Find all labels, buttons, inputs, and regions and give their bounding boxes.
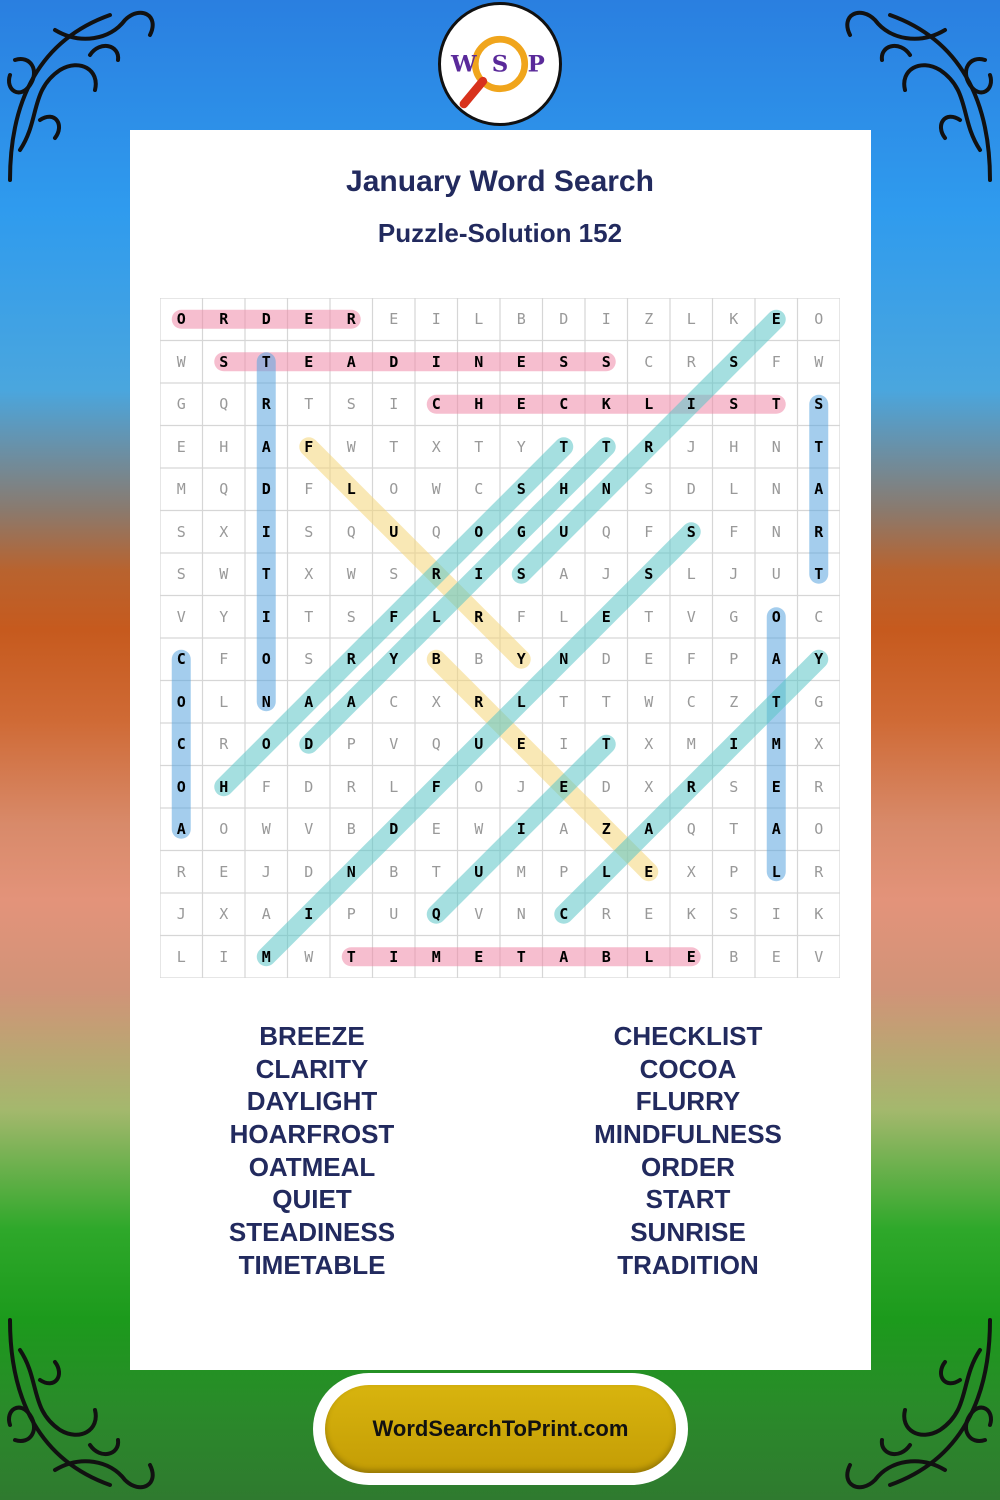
grid-cell: K [686,905,696,923]
grid-cell: V [389,735,399,753]
grid-cell: H [219,437,229,456]
grid-cell: E [431,820,441,838]
grid-cell: Y [516,437,526,456]
grid-cell: T [771,692,781,711]
grid-cell: X [644,735,654,753]
grid-cell: N [346,862,356,881]
word-list-item: ORDER [641,1151,735,1182]
grid-cell: Q [219,395,229,413]
grid-cell: B [601,947,611,966]
logo-letter-w: W [451,51,477,78]
grid-cell: C [474,480,484,498]
grid-cell: U [389,522,399,541]
grid-cell: B [474,650,484,668]
grid-cell: B [389,862,399,881]
grid-cell: C [644,352,654,371]
grid-cell: L [644,395,654,413]
grid-cell: D [559,310,569,328]
grid-cell: N [474,352,484,371]
grid-cell: R [474,692,484,711]
grid-cell: Q [431,735,441,753]
grid-cell: A [559,820,569,838]
grid-cell: H [559,480,569,498]
grid-cell: V [176,607,186,626]
grid-cell: T [304,607,314,626]
grid-cell: S [559,352,569,371]
grid-cell: E [771,310,781,328]
grid-cell: D [304,735,314,753]
grid-cell: X [431,437,441,456]
word-list-item: FLURRY [635,1086,741,1117]
grid-cell: L [346,480,356,498]
grid-cell: F [431,777,441,796]
grid-cell: F [686,650,696,668]
grid-cell: T [729,820,739,838]
grid-cell: V [474,905,484,923]
grid-cell: S [814,395,824,413]
grid-cell: M [431,947,441,966]
grid-cell: W [261,820,271,838]
grid-cell: A [771,650,781,668]
grid-cell: C [686,692,696,711]
grid-cell: F [729,522,739,541]
grid-cell: Y [389,650,399,668]
grid-cell: D [601,777,611,796]
grid-cell: O [176,310,186,328]
grid-cell: I [219,947,229,966]
grid-cell: I [729,735,739,753]
grid-cell: S [644,480,654,498]
grid-cell: T [601,735,611,753]
grid-cell: S [389,565,399,583]
grid-cell: S [729,352,739,371]
grid-cell: O [261,735,271,753]
grid-cell: C [559,395,569,413]
grid-cell: M [261,947,271,966]
grid-cell: F [304,480,314,498]
grid-cell: A [771,820,781,838]
grid-cell: U [474,862,484,881]
grid-cell: D [304,777,314,796]
grid-cell: S [601,352,611,371]
grid-cell: C [389,692,399,711]
grid-cell: E [304,310,314,328]
grid-cell: D [261,480,271,498]
grid-cell: R [814,522,824,541]
grid-cell: N [771,522,781,541]
grid-cell: V [686,607,696,626]
grid-cell: W [219,565,229,583]
grid-cell: A [559,947,569,966]
grid-cell: A [559,565,569,583]
grid-cell: X [814,735,824,753]
grid-cell: K [601,395,611,413]
grid-cell: L [644,947,654,966]
wsp-logo [438,2,562,126]
grid-cell: P [729,650,739,668]
grid-cell: R [346,310,356,328]
grid-cell: L [389,777,399,796]
grid-cell: A [261,437,271,456]
grid-cell: L [729,480,739,498]
grid-cell: R [219,735,229,753]
grid-cell: I [261,607,271,626]
grid-cell: X [219,905,229,923]
website-link-label: WordSearchToPrint.com [325,1385,676,1473]
word-list-item: STEADINESS [228,1217,396,1248]
grid-cell: D [686,480,696,498]
grid-cell: S [219,352,229,371]
grid-cell: P [559,862,569,881]
grid-cell: R [219,310,229,328]
grid-cell: O [771,607,781,626]
grid-cell: S [346,607,356,626]
grid-cell: T [346,947,356,966]
grid-cell: A [176,820,186,838]
grid-cell: C [431,395,441,413]
grid-cell: T [389,437,399,456]
grid-cell: E [686,947,696,966]
grid-cell: T [559,692,569,711]
grid-cell: S [729,905,739,923]
grid-cell: E [474,947,484,966]
grid-cell: L [176,947,186,966]
grid-cell: O [176,777,186,796]
grid-cell: L [686,565,696,583]
grid-cell: I [516,820,526,838]
grid-cell: R [176,862,186,881]
grid-cell: Q [431,522,441,541]
word-list-item: DAYLIGHT [246,1086,378,1117]
grid-cell: E [516,735,526,753]
grid-cell: X [304,565,314,583]
grid-cell: X [644,777,654,796]
page-title: January Word Search [346,165,654,198]
grid-cell: U [389,905,399,923]
grid-cell: C [559,905,569,923]
grid-cell: N [261,692,271,711]
grid-cell: N [771,437,781,456]
grid-cell: F [516,607,526,626]
grid-cell: P [346,735,356,753]
grid-cell: E [559,777,569,796]
grid-cell: T [261,352,271,371]
grid-cell: E [601,607,611,626]
grid-cell: H [729,437,739,456]
grid-cell: A [814,480,824,498]
grid-cell: X [686,862,696,881]
grid-cell: E [771,777,781,796]
grid-cell: I [601,310,611,328]
grid-cell: E [516,395,526,413]
grid-cell: B [729,947,739,966]
grid-cell: Q [601,522,611,541]
grid-cell: S [686,522,696,541]
grid-cell: I [474,565,484,583]
grid-cell: R [644,437,654,456]
grid-cell: S [176,565,186,583]
grid-cell: W [814,352,824,371]
grid-cell: I [304,905,314,923]
grid-cell: N [601,480,611,498]
grid-cell: R [474,607,484,626]
grid-cell: R [261,395,271,413]
grid-cell: Q [686,820,696,838]
grid-cell: E [219,862,229,881]
grid-cell: I [559,735,569,753]
grid-cell: P [729,862,739,881]
word-list-item: START [645,1184,731,1215]
grid-cell: G [516,522,526,541]
grid-cell: J [261,862,271,881]
grid-cell: T [304,395,314,413]
word-list-item: SUNRISE [630,1217,746,1248]
word-list-item: COCOA [639,1053,737,1084]
grid-cell: T [601,692,611,711]
grid-cell: Y [814,650,824,668]
grid-cell: R [686,352,696,371]
grid-cell: N [559,650,569,668]
grid-cell: L [771,862,781,881]
grid-cell: J [686,437,696,456]
website-link-button[interactable] [313,1373,688,1485]
grid-cell: C [814,607,824,626]
grid-cell: I [686,395,696,413]
grid-cell: N [771,480,781,498]
grid-cell: T [601,437,611,456]
grid-cell: T [771,395,781,413]
grid-cell: J [601,565,611,583]
grid-cell: G [814,692,824,711]
grid-cell: L [559,607,569,626]
grid-cell: R [346,777,356,796]
word-list-item: CHECKLIST [613,1021,763,1051]
grid-cell: T [644,607,654,626]
grid-cell: Q [431,905,441,923]
grid-cell: T [814,565,824,583]
grid-cell: Y [516,650,526,668]
word-list-item: QUIET [272,1184,352,1215]
grid-cell: H [219,777,229,796]
grid-cell: E [644,905,654,923]
grid-cell: C [176,735,186,753]
grid-cell: R [814,862,824,881]
grid-cell: F [771,352,781,371]
letter-grid [160,298,840,978]
grid-cell: J [176,905,186,923]
grid-cell: D [389,820,399,838]
grid-cell: G [176,395,186,413]
grid-cell: U [771,565,781,583]
word-list-left [147,1020,477,1282]
grid-cell: F [304,437,314,456]
grid-cell: F [644,522,654,541]
grid-cell: T [431,862,441,881]
grid-cell: V [814,947,824,966]
grid-cell: S [516,480,526,498]
grid-cell: Z [644,310,654,328]
grid-cell: O [261,650,271,668]
grid-cell: X [431,692,441,711]
word-list-item: CLARITY [255,1053,369,1084]
grid-cell: X [219,522,229,541]
grid-cell: E [771,947,781,966]
grid-cell: C [176,650,186,668]
grid-cell: E [176,437,186,456]
grid-cell: O [176,692,186,711]
word-list-item: OATMEAL [248,1151,376,1182]
grid-cell: T [814,437,824,456]
grid-cell: W [346,437,356,456]
grid-cell: M [516,862,526,881]
grid-cell: L [431,607,441,626]
grid-cell: R [431,565,441,583]
grid-cell: Z [729,692,739,711]
grid-cell: U [474,735,484,753]
grid-cell: N [516,905,526,923]
grid-cell: Y [219,607,229,626]
grid-cell: R [346,650,356,668]
grid-cell: E [389,310,399,328]
grid-cell: I [431,352,441,371]
grid-cell: L [686,310,696,328]
grid-cell: D [389,352,399,371]
grid-cell: O [474,522,484,541]
grid-cell: Q [219,480,229,498]
grid-cell: T [261,565,271,583]
page-subtitle: Puzzle-Solution 152 [377,218,623,248]
grid-cell: S [346,395,356,413]
logo-letter-s: S [491,51,509,78]
grid-cell: I [389,947,399,966]
grid-cell: S [729,395,739,413]
grid-cell: Q [346,522,356,541]
grid-cell: L [601,862,611,881]
word-list-item: BREEZE [259,1021,365,1051]
grid-cell: O [474,777,484,796]
grid-cell: A [346,692,356,711]
grid-cell: O [219,820,229,838]
word-list-item: TRADITION [617,1249,759,1280]
grid-cell: E [304,352,314,371]
grid-cell: S [176,522,186,541]
grid-cell: Z [601,820,611,838]
grid-cell: I [389,395,399,413]
grid-cell: W [346,565,356,583]
grid-cell: K [814,905,824,923]
grid-cell: S [516,565,526,583]
grid-cell: W [431,480,441,498]
grid-cell: L [219,692,229,711]
grid-cell: L [474,310,484,328]
grid-cell: A [261,905,271,923]
grid-cell: O [814,310,824,328]
grid-cell: E [644,650,654,668]
grid-cell: T [559,437,569,456]
grid-cell: B [346,820,356,838]
grid-cell: R [601,905,611,923]
grid-cell: R [686,777,696,796]
grid-cell: M [176,480,186,498]
grid-cell: L [516,692,526,711]
grid-cell: H [474,395,484,413]
grid-cell: W [644,692,654,711]
grid-letters [160,298,840,978]
grid-cell: E [516,352,526,371]
grid-cell: B [431,650,441,668]
grid-cell: I [431,310,441,328]
grid-cell: F [389,607,399,626]
grid-cell: D [304,862,314,881]
grid-cell: A [644,820,654,838]
word-list-right [523,1020,853,1282]
grid-cell: W [474,820,484,838]
grid-cell: D [261,310,271,328]
grid-cell: W [304,947,314,966]
logo-letter-p: P [527,51,545,78]
grid-cell: E [644,862,654,881]
grid-cell: R [814,777,824,796]
word-list-item: TIMETABLE [238,1249,386,1280]
grid-cell: M [771,735,781,753]
grid-cell: W [176,352,186,371]
grid-cell: S [644,565,654,583]
grid-cell: B [516,310,526,328]
grid-cell: J [516,777,526,796]
grid-cell: F [261,777,271,796]
grid-cell: F [219,650,229,668]
word-list-item: MINDFULNESS [594,1119,782,1150]
word-list-item: HOARFROST [229,1119,395,1150]
grid-cell: I [771,905,781,923]
grid-cell: P [346,905,356,923]
grid-cell: K [729,310,739,328]
grid-cell: S [304,650,314,668]
grid-cell: V [304,820,314,838]
grid-cell: M [686,735,696,753]
grid-cell: J [729,565,739,583]
grid-cell: S [304,522,314,541]
grid-cell: O [814,820,824,838]
grid-cell: I [261,522,271,541]
grid-cell: O [389,480,399,498]
grid-cell: U [559,522,569,541]
grid-cell: S [729,777,739,796]
grid-cell: A [346,352,356,371]
grid-cell: G [729,607,739,626]
grid-cell: T [516,947,526,966]
grid-cell: A [304,692,314,711]
grid-cell: T [474,437,484,456]
grid-cell: D [601,650,611,668]
